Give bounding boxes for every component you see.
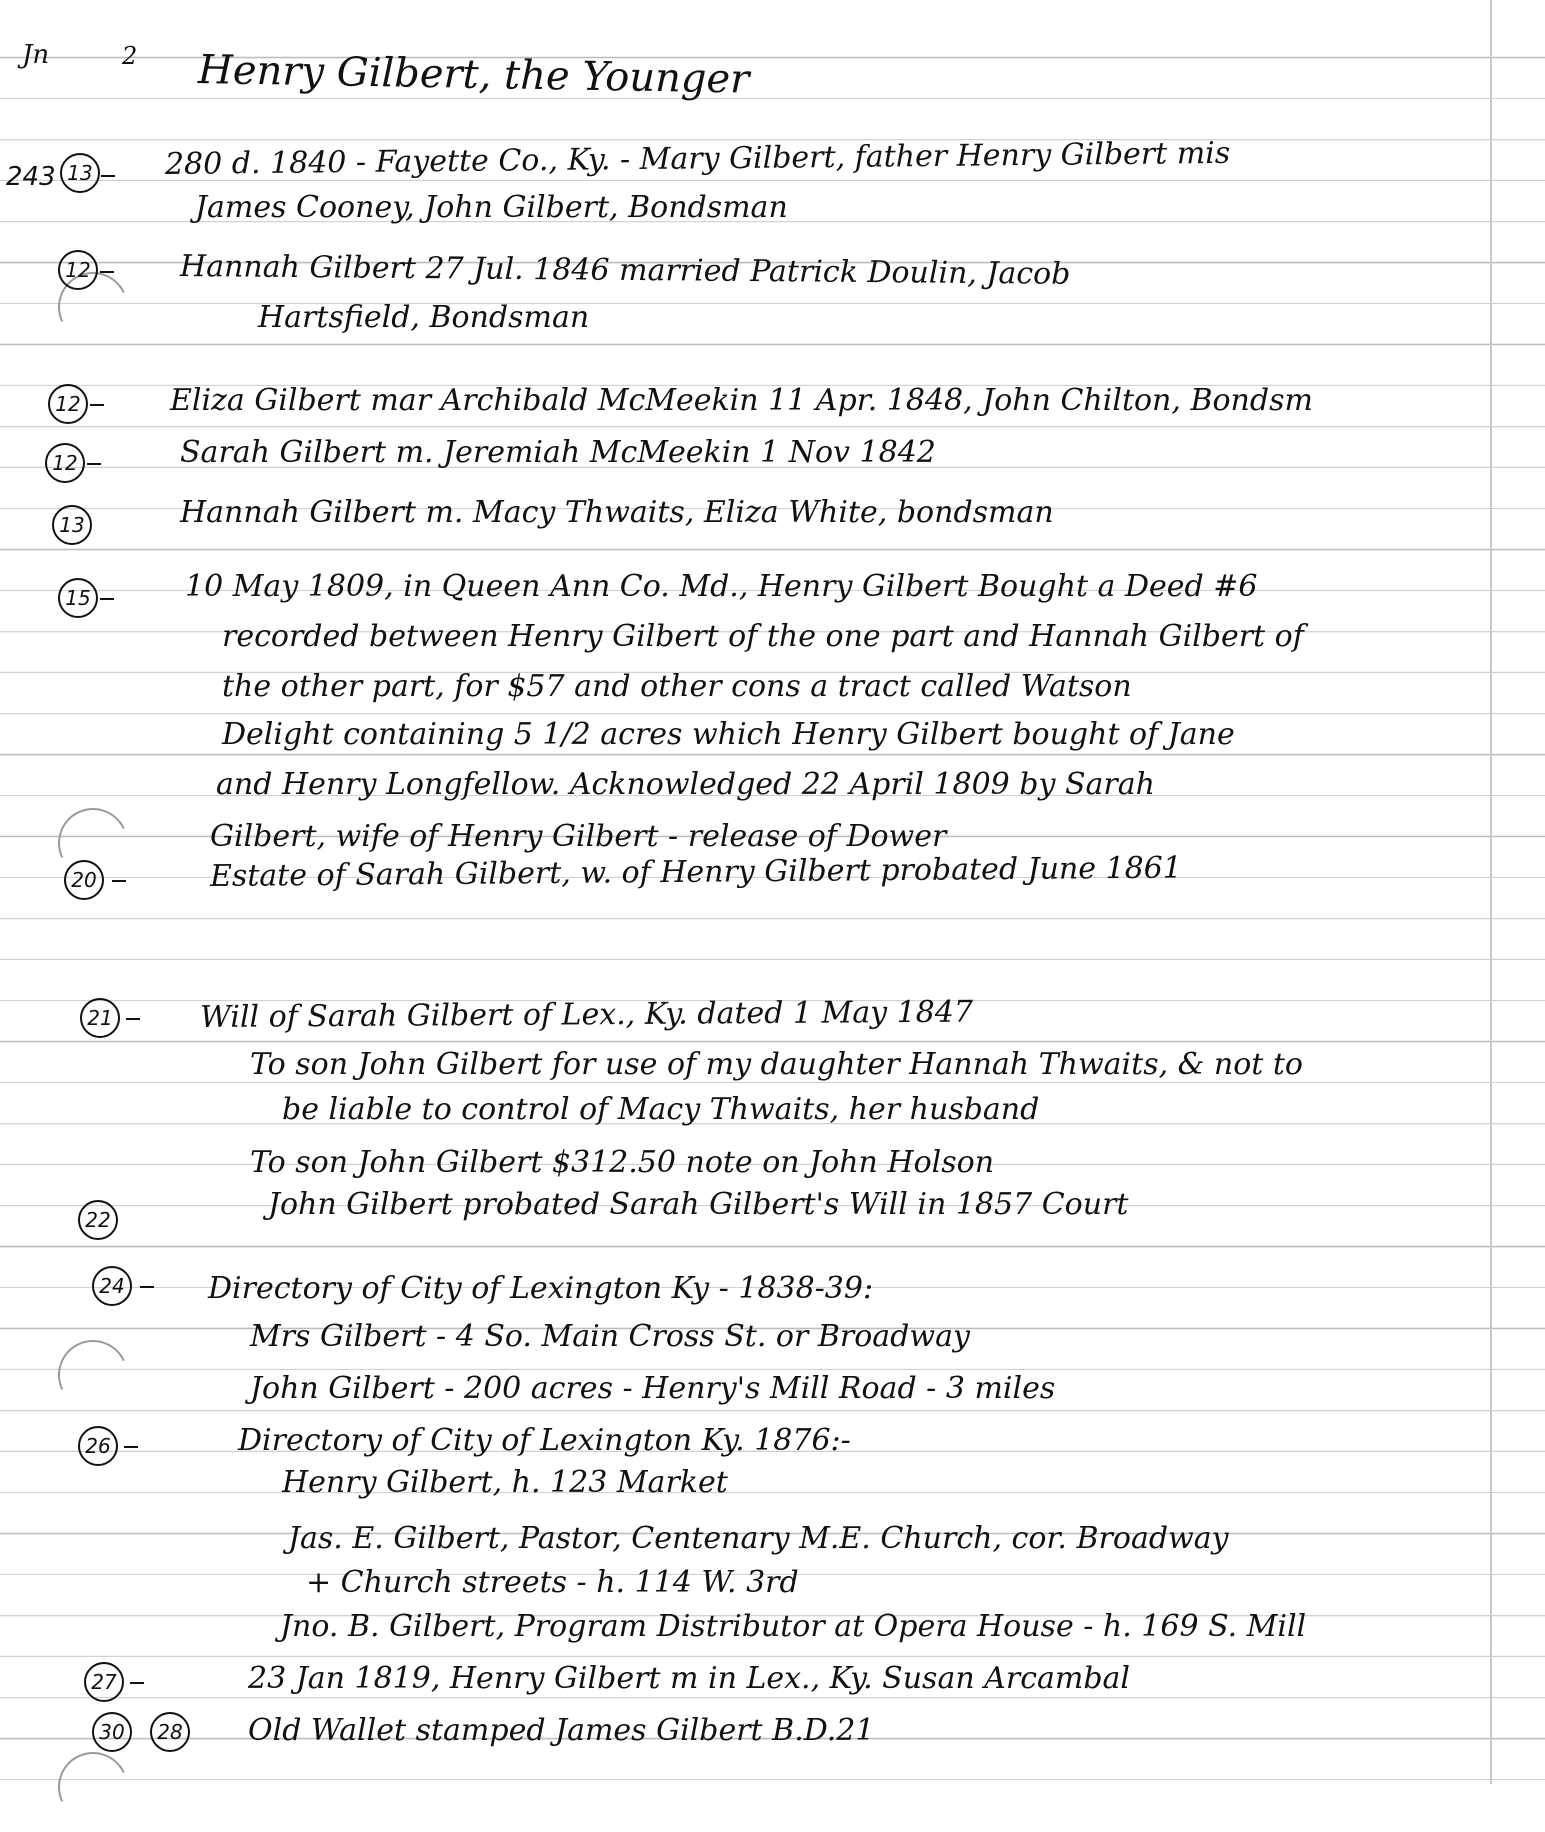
entry-line: James Cooney, John Gilbert, Bondsman bbox=[195, 190, 788, 225]
entry-line: 10 May 1809, in Queen Ann Co. Md., Henry Gilbert Bought a Deed #6 bbox=[185, 569, 1258, 604]
entry-line: John Gilbert - 200 acres - Henry's Mill Road - 3 miles bbox=[250, 1371, 1056, 1406]
entry-line: Jno. B. Gilbert, Program Distributor at Opera House - h. 169 S. Mill bbox=[280, 1609, 1307, 1644]
entry-line: Sarah Gilbert m. Jeremiah McMeekin 1 Nov 1842 bbox=[180, 435, 936, 470]
entry-line: Delight containing 5 1/2 acres which Henry Gilbert bought of Jane bbox=[222, 717, 1235, 752]
page-title: Henry Gilbert, the Younger bbox=[197, 47, 750, 103]
entry-line: Gilbert, wife of Henry Gilbert - release of Dower bbox=[210, 819, 947, 854]
entry-line: + Church streets - h. 114 W. 3rd bbox=[306, 1565, 799, 1600]
entry-line: To son John Gilbert $312.50 note on John Holson bbox=[250, 1145, 995, 1180]
entry-line: Will of Sarah Gilbert of Lex., Ky. dated 1 May 1847 bbox=[199, 994, 974, 1035]
entry-tag: 13 bbox=[52, 505, 92, 545]
entry-line: To son John Gilbert for use of my daughter Hannah Thwaits, & not to bbox=[250, 1047, 1303, 1082]
binder-hole bbox=[48, 1742, 138, 1832]
entry-line: Hartsfield, Bondsman bbox=[258, 300, 590, 335]
entry-tag: 22 bbox=[78, 1200, 118, 1240]
entry-tag: 27 bbox=[84, 1662, 124, 1702]
margin-note: 243 bbox=[6, 162, 56, 192]
entry-tag: 12 bbox=[48, 384, 88, 424]
entry-tag: 13 bbox=[60, 153, 100, 193]
entry-tag-secondary: 28 bbox=[150, 1712, 190, 1752]
entry-line: the other part, for $57 and other cons a tract called Watson bbox=[222, 669, 1132, 704]
entry-tag: 30 bbox=[92, 1712, 132, 1752]
entry-line: recorded between Henry Gilbert of the one part and Hannah Gilbert of bbox=[222, 619, 1304, 654]
header-page-number: 2 bbox=[122, 42, 138, 70]
entry-line: Eliza Gilbert mar Archibald McMeekin 11 Apr. 1848, John Chilton, Bondsm bbox=[170, 383, 1313, 418]
entry-tag: 26 bbox=[78, 1426, 118, 1466]
entry-tag: 20 bbox=[64, 860, 104, 900]
binder-hole bbox=[48, 1330, 138, 1420]
entry-tag: 21 bbox=[80, 998, 120, 1038]
entry-line: be liable to control of Macy Thwaits, her husband bbox=[282, 1092, 1040, 1127]
header-ref: Jn bbox=[22, 40, 50, 70]
entry-tag: 12 bbox=[45, 443, 85, 483]
entry-line: Hannah Gilbert 27 Jul. 1846 married Patrick Doulin, Jacob bbox=[179, 249, 1071, 292]
entry-line: and Henry Longfellow. Acknowledged 22 April 1809 by Sarah bbox=[216, 767, 1155, 802]
entry-tag: 24 bbox=[92, 1266, 132, 1306]
entry-tag: 12 bbox=[58, 250, 98, 290]
entry-line: Estate of Sarah Gilbert, w. of Henry Gilbert probated June 1861 bbox=[209, 850, 1183, 894]
entry-line: 23 Jan 1819, Henry Gilbert m in Lex., Ky. Susan Arcambal bbox=[248, 1661, 1131, 1696]
entry-line: Directory of City of Lexington Ky - 1838-39: bbox=[208, 1271, 874, 1306]
entry-line: John Gilbert probated Sarah Gilbert's Will in 1857 Court bbox=[268, 1187, 1129, 1222]
right-margin-line bbox=[1490, 0, 1492, 1784]
entry-line: Henry Gilbert, h. 123 Market bbox=[282, 1465, 728, 1500]
entry-line: Mrs Gilbert - 4 So. Main Cross St. or Broadway bbox=[250, 1319, 970, 1354]
entry-line: Old Wallet stamped James Gilbert B.D.21 bbox=[248, 1713, 875, 1748]
entry-tag: 15 bbox=[58, 578, 98, 618]
entry-line: Jas. E. Gilbert, Pastor, Centenary M.E. Church, cor. Broadway bbox=[288, 1521, 1229, 1556]
entry-line: 280 d. 1840 - Fayette Co., Ky. - Mary Gilbert, father Henry Gilbert mis bbox=[164, 135, 1231, 182]
entry-line: Hannah Gilbert m. Macy Thwaits, Eliza White, bondsman bbox=[180, 495, 1054, 530]
entry-line: Directory of City of Lexington Ky. 1876:- bbox=[238, 1423, 851, 1458]
